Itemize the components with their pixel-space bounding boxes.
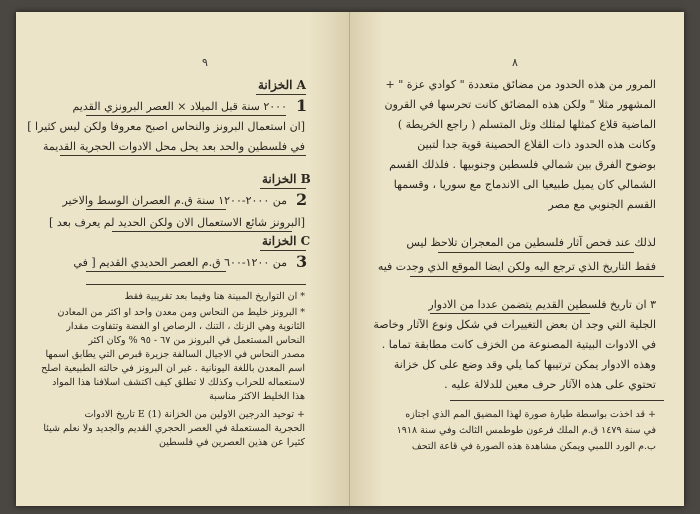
right-footnote-line-3: ب.م الورد اللمبي ويمكن مشاهدة هذه الصورة في قاعة التحف xyxy=(411,441,656,452)
left-page xyxy=(16,12,350,506)
section-b-number: 2 xyxy=(296,190,308,209)
right-para2-underline-1 xyxy=(438,252,634,253)
section-a-underline-2 xyxy=(60,155,306,156)
left-footnote-7: لاستعماله للحراب وكذلك لا تطلق كيف اكتشف اسلافنا هذا المواد xyxy=(52,377,305,388)
right-para3-line-2: الجلية التي وجد ان بعض التغييرات في شكل ونوع الآثار وخاصة xyxy=(373,318,656,331)
right-para1-line-5: بوضوح الفرق بين شمالي فلسطين وجنوبيها . فلذلك القسم xyxy=(389,158,656,171)
right-para3-line-5: تحتوي على هذه الآثار حرف معين للدلالة عليه . xyxy=(444,378,656,391)
left-footnote-9: + توحيد الدرجين الاولين من الخزانة E (1) تاريخ الادوات xyxy=(84,409,305,420)
section-c-underline-1 xyxy=(86,271,226,272)
left-page-number: ٩ xyxy=(202,56,208,69)
left-footnote-1: * ان التواريخ المبينة هنا وفيما بعد تقريبية فقط xyxy=(124,291,305,302)
left-footnote-6: اسم المعدن باللغة اليونانية . غير ان البرونز في حالته الطبيعية اصلح xyxy=(41,363,305,374)
footnote-separator xyxy=(86,284,306,285)
section-b-heading: الخزانة B xyxy=(262,172,311,186)
right-para2-underline-2 xyxy=(410,276,664,277)
section-a-line-3: في فلسطين والحد بعد يحل محل الادوات الحجرية القديمة xyxy=(42,140,305,153)
left-footnote-4: النحاس المستعمل في البرونز من ٦٧ - ٩٥ % وكان اكثر xyxy=(88,335,305,346)
right-para3-line-1: ٣ ان تاريخ فلسطين القديم يتضمن عددا من الادوار xyxy=(428,298,656,311)
section-b-heading-underline xyxy=(260,188,306,189)
section-c-heading-underline xyxy=(260,250,306,251)
right-footnote-separator xyxy=(450,400,664,401)
section-a-line-1: ٢٠٠٠ سنة قبل الميلاد × العصر البرونزي القديم xyxy=(72,100,287,113)
left-footnote-5: مصدر النحاس في الاجيال السالفة جزيرة قبرص التي يطابق اسمها xyxy=(45,349,305,360)
right-para3-line-4: وهذه الادوار يمكن ترتيبها كما يلي وقد وضع على كل خزانة xyxy=(393,358,656,371)
right-para1-line-1: المرور من هذه الحدود من مضائق متعددة " كوادي عزة " + xyxy=(385,78,656,91)
right-para2-line-1: لذلك عند فحص آثار فلسطين من المعجران تلاحظ ليس xyxy=(406,236,656,249)
section-a-underline-1 xyxy=(86,115,286,116)
section-a-line-2: [ان استعمال البرونز والنحاس اصبح معروفا ولكن ليس كثيرا ] xyxy=(27,120,305,133)
section-a-heading-underline xyxy=(256,94,306,95)
section-b-underline-2 xyxy=(112,231,292,232)
section-c-number: 3 xyxy=(296,252,308,271)
right-footnote-line-1: + قد اخذت بواسطة طيارة صورة لهذا المضيق المم الذي اجتازه xyxy=(405,409,656,420)
section-b-line-2: [البرونز شائع الاستعمال الان ولكن الحديد لم يعرف بعد ] xyxy=(49,216,305,229)
left-footnote-3: الثانوية وهي الزنك ، التنك ، الرصاص او الفضة وتتفاوت مقدار xyxy=(66,321,305,332)
right-para3-underline xyxy=(430,313,590,314)
section-c-heading: الخزانة C xyxy=(262,234,311,248)
right-footnote-line-2: في سنة ١٤٧٩ ق.م الملك فرعون طوطمس الثالث وفي سنة ١٩١٨ xyxy=(396,425,656,436)
right-para3-line-3: في الادوات البيتية المصنوعة من الخزف كانت مطابقة تماما . xyxy=(381,338,656,351)
right-para1-line-4: وكانت هذه الحدود ذات القلاع الحصينة قوية جدا لتبين xyxy=(417,138,656,151)
left-footnote-11: كثيرا عن هذين العصرين في فلسطين xyxy=(159,437,305,448)
section-a-number: 1 xyxy=(296,96,308,115)
right-page-number: ٨ xyxy=(512,56,518,69)
right-para1-line-2: المشهور مثلا " ولكن هذه المضائق كانت تحرسها في القرون xyxy=(384,98,656,111)
open-booklet xyxy=(16,12,684,506)
right-para1-line-6: الشمالي كان يميل طبيعيا الى الاندماج مع سوريا ، وقسمها xyxy=(393,178,656,191)
right-para1-line-7: القسم الجنوبي مع مصر xyxy=(548,198,656,211)
section-c-line-1: من ١٢٠٠-٦٠٠ ق.م العصر الحديدي القديم [ في xyxy=(73,256,287,269)
left-footnote-8: هذا الخليط الاكثر مناسبة xyxy=(209,391,305,402)
section-b-line-1: من ٢٠٠٠-١٢٠٠ سنة ق.م العصران الوسط والاخير xyxy=(62,194,287,207)
right-para2-line-2: فقط التاريخ الذي ترجع اليه ولكن ايضا الموقع الذي وجدت فيه xyxy=(377,260,656,273)
left-footnote-10: الحجرية المستعملة في العصر الحجري القديم والجديد ولا نعلم شيئا xyxy=(43,423,305,434)
section-b-underline-1 xyxy=(86,209,226,210)
right-page xyxy=(350,12,684,506)
right-para1-line-3: الماضية قلاع كمثلها لمثلك وتل المتسلم ( راجع الخريطة ) xyxy=(397,118,656,131)
left-footnote-2: * البرونز خليط من النحاس ومن معدن واحد او اكثر من المعادن xyxy=(57,307,305,318)
section-a-heading: الخزانة A xyxy=(258,78,306,92)
